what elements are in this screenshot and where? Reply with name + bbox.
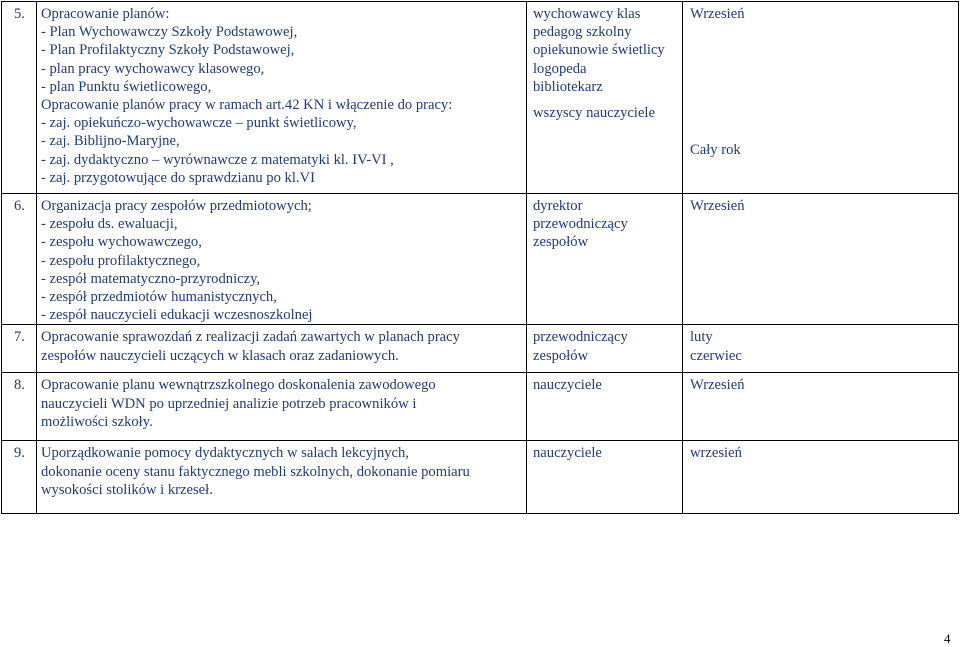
task-line: - zespołu profilaktycznego, [41,252,201,269]
table-row [2,373,959,441]
table-row [2,194,959,325]
page-number: 4 [944,631,951,646]
responsible-cell [527,194,683,325]
task-line: wysokości stolików i krzeseł. [41,481,213,498]
task-line: - zaj. opiekuńczo-wychowawcze – punkt świetlicowy, [41,115,357,132]
task-line: Uporządkowanie pomocy dydaktycznych w salach lekcyjnych, [41,445,409,462]
task-line: Opracowanie planów pracy w ramach art.42 KN i włączenie do pracy: [41,97,453,114]
task-cell [37,373,527,441]
row-number: 8. [14,377,25,394]
task-line: - zespół nauczycieli edukacji wczesnoszkolnej [41,307,313,324]
row-number-cell [2,194,37,325]
activity-plan-table [1,1,959,514]
task-line: - zespół przedmiotów humanistycznych, [41,289,277,306]
task-line: - plan Punktu świetlicowego, [41,78,212,95]
task-line: - zespół matematyczno-przyrodniczy, [41,270,261,287]
task-line: Opracowanie planów: [41,6,170,22]
task-line: Opracowanie sprawozdań z realizacji zadań zawartych w planach pracy [41,329,460,346]
responsible-cell [527,373,683,441]
deadline-line: czerwiec [690,347,742,364]
row-number-cell [2,373,37,441]
responsible-line: dyrektor [533,198,583,214]
task-line: zespołów nauczycieli uczących w klasach oraz zadaniowych. [41,347,399,364]
task-line: Organizacja pracy zespołów przedmiotowych; [41,198,312,214]
task-line: - zaj. dydaktyczno – wyrównawcze z matematyki kl. IV-VI , [41,151,394,168]
deadline-line: luty [690,329,713,346]
task-line: - zespołu ds. ewaluacji, [41,216,178,233]
row-number: 7. [14,329,25,346]
table-row [2,325,959,373]
deadline-cell [683,373,959,441]
responsible-cell [527,2,683,194]
responsible-line: nauczyciele [533,377,602,394]
task-line: - zaj. przygotowujące do sprawdzianu po kl.VI [41,169,315,186]
row-number: 9. [14,445,25,462]
deadline-line: Wrzesień [690,6,745,22]
responsible-cell [527,325,683,373]
table-row [2,441,959,514]
deadline-cell [683,2,959,194]
spacer [533,96,678,104]
responsible-line: logopeda [533,60,587,77]
task-line: - plan pracy wychowawcy klasowego, [41,60,265,77]
task-line: nauczycieli WDN po uprzedniej analizie potrzeb pracowników i [41,395,417,412]
responsible-line: wychowawcy klas [533,6,641,22]
responsible-line: wszyscy nauczyciele [533,105,655,122]
task-cell [37,441,527,514]
responsible-line: przewodniczący [533,216,628,233]
task-line: Opracowanie planu wewnątrzszkolnego doskonalenia zawodowego [41,377,436,394]
row-number-cell [2,325,37,373]
task-line: możliwości szkoły. [41,413,153,430]
deadline-cell [683,194,959,325]
task-line: - zespołu wychowawczego, [41,234,202,251]
responsible-line: pedagog szkolny [533,24,632,41]
responsible-line: opiekunowie świetlicy [533,42,665,59]
table-row [2,2,959,194]
responsible-line: zespołów [533,234,589,251]
responsible-line: bibliotekarz [533,78,603,95]
task-line: dokonanie oceny stanu faktycznego mebli szkolnych, dokonanie pomiaru [41,463,470,480]
deadline-line: wrzesień [690,445,742,462]
responsible-line: przewodniczący [533,329,628,346]
deadline-line: Wrzesień [690,377,745,394]
responsible-cell [527,441,683,514]
responsible-line: nauczyciele [533,445,602,462]
row-number: 5. [14,6,25,22]
task-cell [37,2,527,194]
spacer [690,23,954,141]
task-line: - Plan Profilaktyczny Szkoły Podstawowej, [41,42,295,59]
task-cell [37,325,527,373]
deadline-line: Cały rok [690,142,741,159]
row-number-cell [2,441,37,514]
task-cell [37,194,527,325]
row-number-cell [2,2,37,194]
deadline-cell [683,325,959,373]
task-line: - Plan Wychowawczy Szkoły Podstawowej, [41,24,298,41]
task-line: - zaj. Biblijno-Maryjne, [41,133,180,150]
deadline-cell [683,441,959,514]
deadline-line: Wrzesień [690,198,745,214]
row-number: 6. [14,198,25,214]
responsible-line: zespołów [533,347,589,364]
